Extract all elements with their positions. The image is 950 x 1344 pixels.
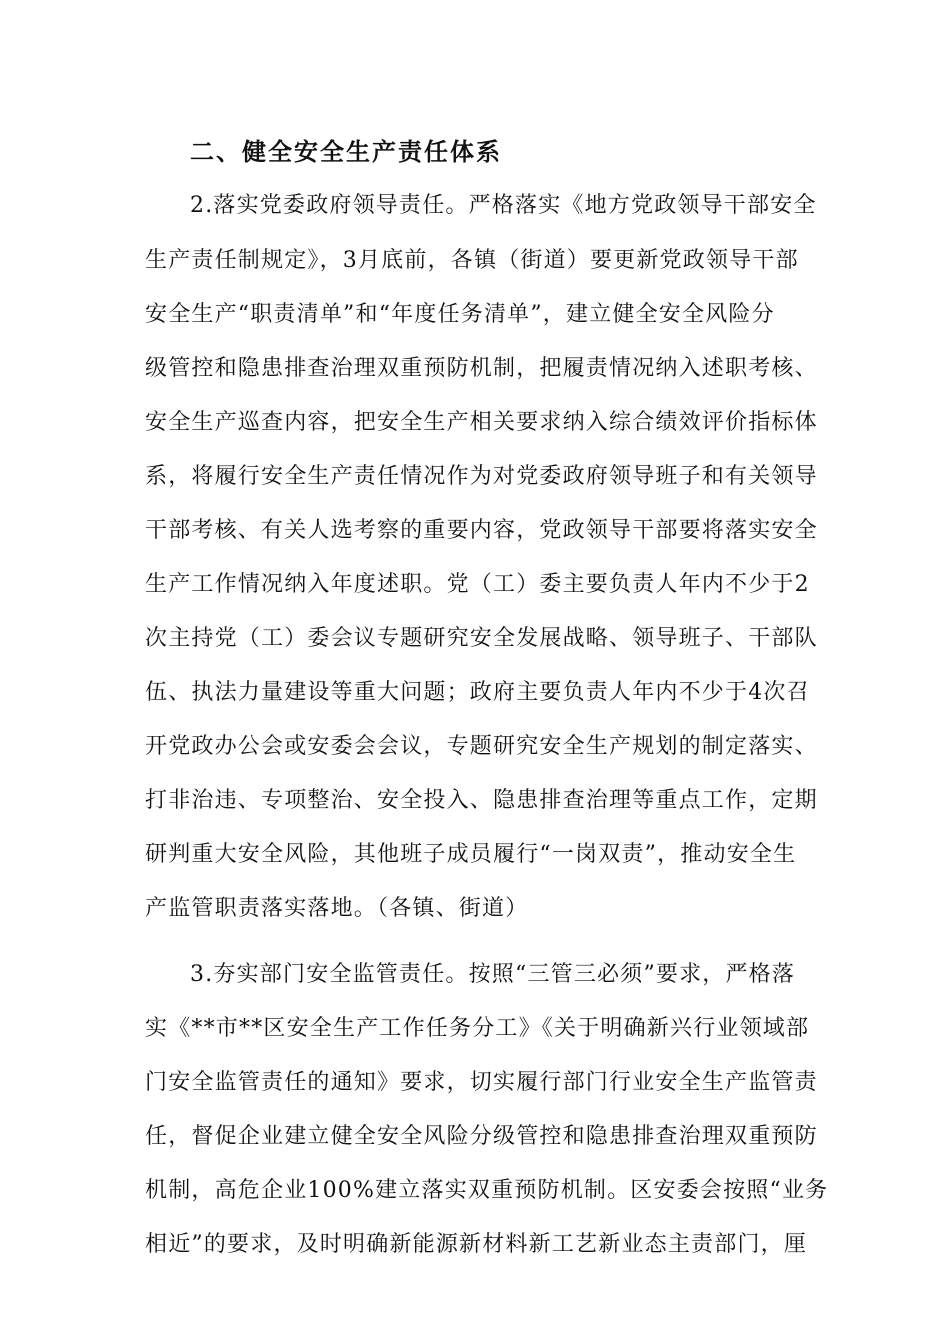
paragraph-2-line: 门安全监管责任的通知》要求，切实履行部门行业安全生产监管责 <box>145 1070 818 1095</box>
paragraph-1-line: 打非治违、专项整治、安全投入、隐患排查治理等重点工作，定期 <box>145 788 818 813</box>
paragraph-1-line: 干部考核、有关人选考察的重要内容，党政领导干部要将落实安全 <box>145 518 818 543</box>
paragraph-1-line: 级管控和隐患排查治理双重预防机制，把履责情况纳入述职考核、 <box>145 356 818 381</box>
section-heading: 二、健全安全生产责任体系 <box>190 138 502 166</box>
paragraph-1-line: 系，将履行安全生产责任情况作为对党委政府领导班子和有关领导 <box>145 464 818 489</box>
paragraph-1-line: 2.落实党委政府领导责任。严格落实《地方党政领导干部安全 <box>190 193 817 218</box>
paragraph-1-line: 生产责任制规定》，3月底前，各镇（街道）要更新党政领导干部 <box>145 248 799 273</box>
paragraph-2-line: 相近”的要求，及时明确新能源新材料新工艺新业态主责部门，厘 <box>145 1232 808 1257</box>
paragraph-1-line: 产监管职责落实落地。（各镇、街道） <box>145 896 529 921</box>
paragraph-1-line: 伍、执法力量建设等重大问题；政府主要负责人年内不少于4次召 <box>145 680 810 705</box>
paragraph-2-line: 机制，高危企业100%建立落实双重预防机制。区安委会按照“业务 <box>145 1178 829 1203</box>
paragraph-2-line: 实《**市**区安全生产工作任务分工》《关于明确新兴行业领域部 <box>145 1016 810 1041</box>
paragraph-1-line: 开党政办公会或安委会会议，专题研究安全生产规划的制定落实、 <box>145 734 818 759</box>
paragraph-2-line: 任，督促企业建立健全安全风险分级管控和隐患排查治理双重预防 <box>145 1124 818 1149</box>
paragraph-1-line: 研判重大安全风险，其他班子成员履行“一岗双责”，推动安全生 <box>145 842 797 867</box>
paragraph-1-line: 次主持党（工）委会议专题研究安全发展战略、领导班子、干部队 <box>145 626 818 651</box>
paragraph-2-line: 3.夯实部门安全监管责任。按照“三管三必须”要求，严格落 <box>190 962 796 987</box>
paragraph-1-line: 安全生产“职责清单”和“年度任务清单”，建立健全安全风险分 <box>145 302 775 327</box>
paragraph-1-line: 生产工作情况纳入年度述职。党（工）委主要负责人年内不少于2 <box>145 572 810 597</box>
paragraph-1-line: 安全生产巡查内容，把安全生产相关要求纳入综合绩效评价指标体 <box>145 410 818 435</box>
